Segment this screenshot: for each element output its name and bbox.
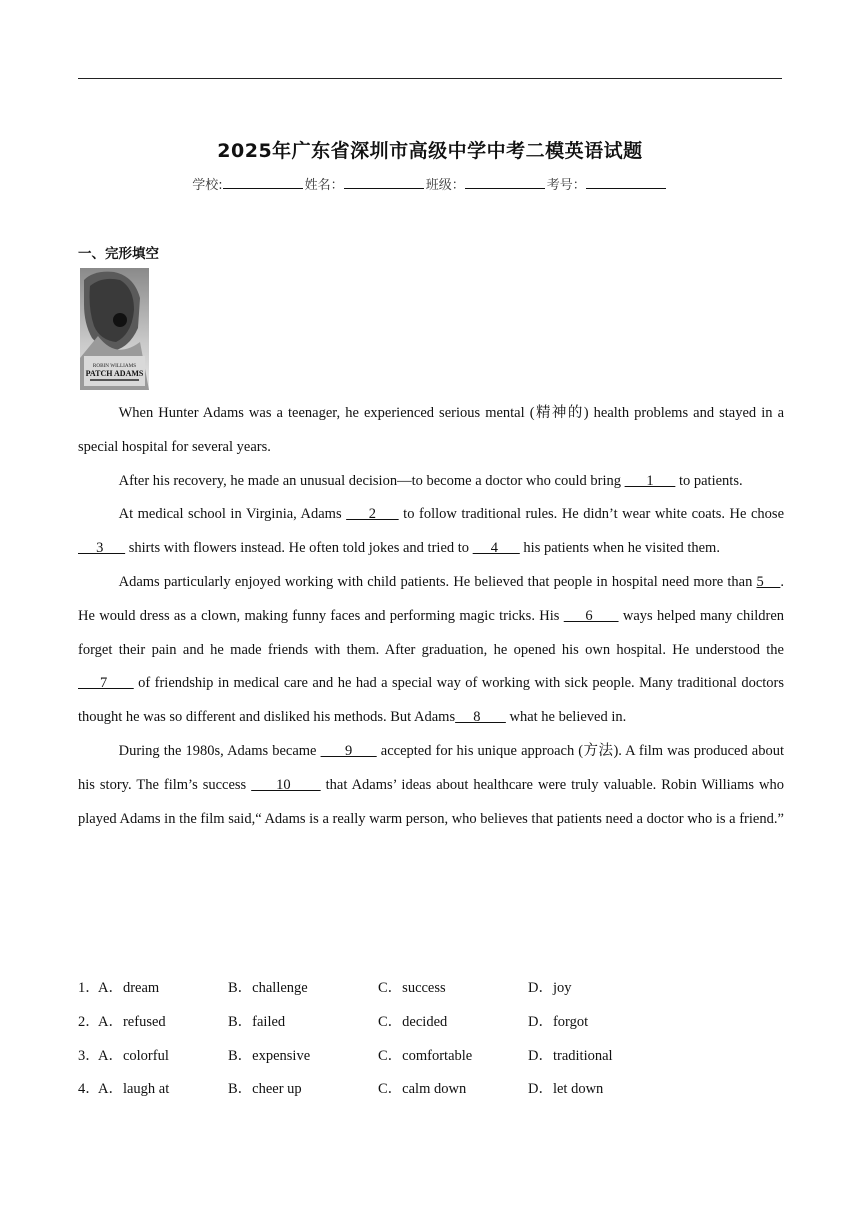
option-c[interactable]: C．calm down [378,1081,467,1098]
question-number: 4． [78,1081,100,1098]
school-label: 学校: [192,178,223,193]
school-blank[interactable] [223,176,303,189]
option-b[interactable]: B．challenge [228,980,308,996]
question-row [78,1073,784,1107]
paragraph-5: During the 1980s, Adams became 9 accepted for his unique approach (方法). A film was produced about his story. The film’s success 10 that Adams’ ideas about healthcare were truly valuable. Robin Williams who played Adams in the film said,“ Adams is a really warm person, who believes that patients need a doctor who is a friend.” [78,742,785,827]
option-c[interactable]: C．decided [378,1013,448,1030]
blank-5[interactable]: 5 [756,573,781,590]
answer-options [78,972,784,1107]
cloze-passage [78,397,784,836]
option-b[interactable]: B．expensive [228,1047,311,1064]
paragraph-2: After his recovery, he made an unusual decision—to become a doctor who could bring 1 to patients. [118,472,743,489]
question-row [78,1040,784,1074]
blank-9[interactable]: 9 [320,742,377,759]
paragraph-3: At medical school in Virginia, Adams 2 to follow traditional rules. He didn’t wear white coats. He chose 3 shirts with flowers instead. He often told jokes and tried to 4 his patients when he visited them. [78,506,785,557]
blank-3[interactable]: 3 [78,540,126,557]
number-blank[interactable] [586,176,666,189]
option-c[interactable]: C．success [378,980,446,996]
poster-actor-text: ROBIN WILLIAMS [92,363,137,369]
option-d[interactable]: D．forgot [528,1013,589,1030]
page-title: 2025年广东省深圳市高级中学中考二模英语试题 [217,140,643,162]
option-b[interactable]: B．cheer up [228,1081,302,1098]
number-label: 考号： [546,178,586,193]
option-a[interactable]: A．dream [98,980,160,996]
blank-8[interactable]: 8 [455,709,506,726]
question-number: 3． [78,1047,100,1064]
paragraph-1: When Hunter Adams was a teenager, he experienced serious mental (精神的) health problems and stayed in a special hospital for several years. [78,405,784,455]
name-blank[interactable] [344,176,424,189]
option-d[interactable]: D．let down [528,1081,604,1098]
poster-title-text: PATCH ADAMS [85,369,144,378]
question-number: 2． [78,1013,100,1030]
question-row [78,972,784,1006]
option-c[interactable]: C．comfortable [378,1047,473,1064]
header-rule [78,78,782,79]
option-a[interactable]: A．colorful [98,1047,169,1064]
name-label: 姓名： [304,178,344,193]
class-label: 班级： [425,178,465,193]
blank-2[interactable]: 2 [346,506,399,523]
blank-7[interactable]: 7 [78,675,134,692]
option-b[interactable]: B．failed [228,1013,286,1030]
class-blank[interactable] [465,176,545,189]
blank-10[interactable]: 10 [251,776,321,793]
blank-1[interactable]: 1 [624,472,676,489]
movie-poster-image [80,268,149,390]
blank-6[interactable]: 6 [563,607,619,624]
paragraph-4: Adams particularly enjoyed working with child patients. He believed that people in hospital need more than 5 . He would dress as a clown, making funny faces and performing magic tricks. His 6 ways helped many children forget their pain and he made friends with them. After graduation, he opened his own hospital. He understood the 7 of friendship in medical care and he had a special way of working with sick people. Many traditional doctors thought he was so different and disliked his methods. But Adams 8 what he believed in. [78,573,785,726]
question-row [78,1006,784,1040]
option-a[interactable]: A．laugh at [98,1081,170,1098]
student-info-line [0,174,860,193]
option-a[interactable]: A．refused [98,1013,166,1030]
option-d[interactable]: D．joy [528,980,572,996]
question-number: 1． [78,980,100,996]
section-title: 一、完形填空 [78,246,159,262]
blank-4[interactable]: 4 [472,540,520,557]
option-d[interactable]: D．traditional [528,1047,613,1064]
